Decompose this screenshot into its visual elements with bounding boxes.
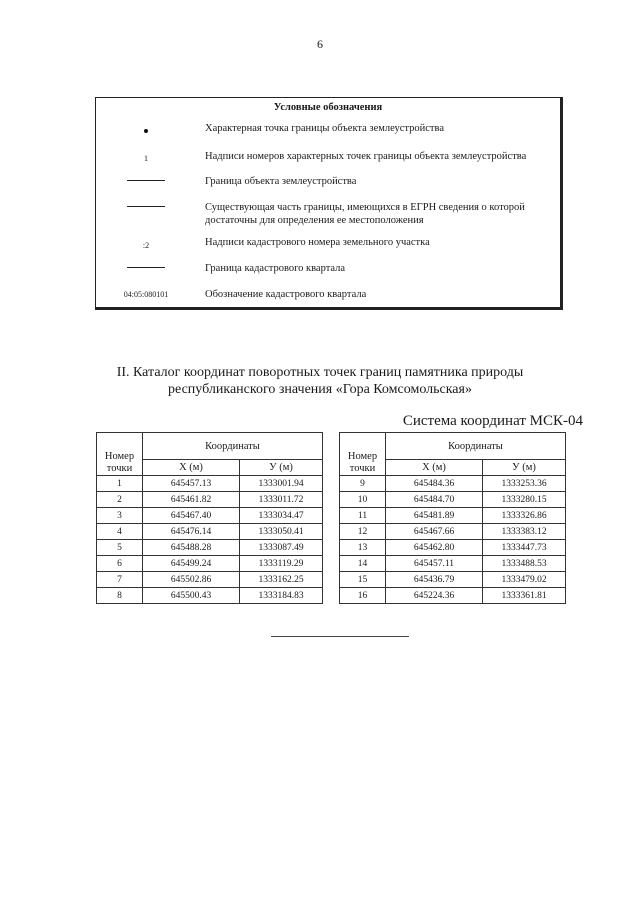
y-coordinate-cell: 1333479.02 bbox=[483, 572, 566, 588]
point-number-cell: 13 bbox=[340, 540, 386, 556]
x-coordinate-cell: 645224.36 bbox=[386, 588, 483, 604]
y-coordinate-cell: 1333383.12 bbox=[483, 524, 566, 540]
x-coordinate-cell: 645502.86 bbox=[143, 572, 240, 588]
table-row bbox=[97, 588, 323, 604]
point-number-cell: 1 bbox=[97, 476, 143, 492]
y-coordinate-cell: 1333361.81 bbox=[483, 588, 566, 604]
x-coordinate-cell: 645467.40 bbox=[143, 508, 240, 524]
y-coordinate-cell: 1333034.47 bbox=[240, 508, 323, 524]
y-coordinate-cell: 1333050.41 bbox=[240, 524, 323, 540]
point-number-cell: 4 bbox=[97, 524, 143, 540]
legend-item-text: Граница объекта землеустройства bbox=[205, 176, 357, 187]
x-coordinate-cell: 645481.89 bbox=[386, 508, 483, 524]
column-header-number: Номер точки bbox=[340, 433, 386, 476]
x-coordinate-cell: 645461.82 bbox=[143, 492, 240, 508]
column-header-x: X (м) bbox=[143, 460, 240, 476]
table-row bbox=[97, 476, 323, 492]
point-number-cell: 14 bbox=[340, 556, 386, 572]
legend-item-text: Характерная точка границы объекта землеустройства bbox=[205, 123, 444, 134]
x-coordinate-cell: 645500.43 bbox=[143, 588, 240, 604]
table-row bbox=[340, 508, 566, 524]
table-row bbox=[340, 540, 566, 556]
table-row bbox=[97, 572, 323, 588]
page-number: 6 bbox=[317, 37, 323, 51]
x-coordinate-cell: 645488.28 bbox=[143, 540, 240, 556]
coordinate-system-label: Система координат МСК-04 bbox=[402, 413, 583, 429]
x-coordinate-cell: 645476.14 bbox=[143, 524, 240, 540]
column-header-number: Номер точки bbox=[97, 433, 143, 476]
legend-symbol-label: 04:05:080101 bbox=[123, 290, 169, 299]
point-marker-icon bbox=[96, 126, 196, 135]
coordinates-table-right bbox=[339, 432, 566, 604]
legend-item-text: Граница кадастрового квартала bbox=[205, 263, 346, 274]
section-heading-line: республиканского значения «Гора Комсомольская» bbox=[168, 382, 472, 397]
quarter-boundary-line-icon bbox=[96, 262, 196, 271]
legend-item-text: Надписи кадастрового номера земельного участка bbox=[205, 237, 430, 248]
column-header-coordinates: Координаты bbox=[386, 433, 566, 460]
x-coordinate-cell: 645484.36 bbox=[386, 476, 483, 492]
x-coordinate-cell: 645484.70 bbox=[386, 492, 483, 508]
table-row bbox=[97, 556, 323, 572]
point-number-cell: 9 bbox=[340, 476, 386, 492]
y-coordinate-cell: 1333087.49 bbox=[240, 540, 323, 556]
legend-item-text: Обозначение кадастрового квартала bbox=[205, 289, 367, 300]
column-header-y: У (м) bbox=[483, 460, 566, 476]
table-row bbox=[97, 540, 323, 556]
point-number-cell: 16 bbox=[340, 588, 386, 604]
section-heading-line: II. Каталог координат поворотных точек границ памятника природы bbox=[116, 365, 524, 380]
y-coordinate-cell: 1333184.83 bbox=[240, 588, 323, 604]
point-number-cell: 10 bbox=[340, 492, 386, 508]
column-header-y: У (м) bbox=[240, 460, 323, 476]
point-number-cell: 11 bbox=[340, 508, 386, 524]
point-number-cell: 2 bbox=[97, 492, 143, 508]
y-coordinate-cell: 1333253.36 bbox=[483, 476, 566, 492]
point-number-cell: 5 bbox=[97, 540, 143, 556]
point-number-cell: 3 bbox=[97, 508, 143, 524]
column-header-x: X (м) bbox=[386, 460, 483, 476]
legend-box bbox=[95, 97, 563, 310]
legend-title: Условные обозначения bbox=[273, 102, 383, 113]
point-number-cell: 12 bbox=[340, 524, 386, 540]
legend-symbol-label: 1 bbox=[144, 154, 148, 163]
table-row bbox=[97, 524, 323, 540]
point-number-cell: 7 bbox=[97, 572, 143, 588]
table-row bbox=[340, 572, 566, 588]
boundary-line-icon bbox=[96, 175, 196, 184]
x-coordinate-cell: 645457.13 bbox=[143, 476, 240, 492]
y-coordinate-cell: 1333011.72 bbox=[240, 492, 323, 508]
section-heading bbox=[60, 364, 580, 398]
y-coordinate-cell: 1333488.53 bbox=[483, 556, 566, 572]
point-number-cell: 8 bbox=[97, 588, 143, 604]
point-number-cell: 15 bbox=[340, 572, 386, 588]
x-coordinate-cell: 645457.11 bbox=[386, 556, 483, 572]
table-row bbox=[340, 492, 566, 508]
y-coordinate-cell: 1333280.15 bbox=[483, 492, 566, 508]
y-coordinate-cell: 1333326.86 bbox=[483, 508, 566, 524]
point-number-cell: 6 bbox=[97, 556, 143, 572]
legend-item-text: Существующая часть границы, имеющихся в ЕГРН сведения о которой достаточны для определения ее местоположения bbox=[205, 202, 525, 226]
y-coordinate-cell: 1333001.94 bbox=[240, 476, 323, 492]
x-coordinate-cell: 645499.24 bbox=[143, 556, 240, 572]
table-row bbox=[97, 492, 323, 508]
y-coordinate-cell: 1333162.25 bbox=[240, 572, 323, 588]
x-coordinate-cell: 645436.79 bbox=[386, 572, 483, 588]
table-row bbox=[97, 508, 323, 524]
table-row bbox=[340, 524, 566, 540]
y-coordinate-cell: 1333119.29 bbox=[240, 556, 323, 572]
table-row bbox=[340, 476, 566, 492]
x-coordinate-cell: 645467.66 bbox=[386, 524, 483, 540]
table-row bbox=[340, 556, 566, 572]
y-coordinate-cell: 1333447.73 bbox=[483, 540, 566, 556]
coordinates-table-left bbox=[96, 432, 323, 604]
column-header-coordinates: Координаты bbox=[143, 433, 323, 460]
existing-boundary-line-icon bbox=[96, 201, 196, 210]
table-row bbox=[340, 588, 566, 604]
legend-symbol-label: :2 bbox=[142, 241, 150, 250]
footer-divider bbox=[271, 636, 409, 637]
x-coordinate-cell: 645462.80 bbox=[386, 540, 483, 556]
legend-item-text: Надписи номеров характерных точек границы объекта землеустройства bbox=[205, 151, 527, 162]
